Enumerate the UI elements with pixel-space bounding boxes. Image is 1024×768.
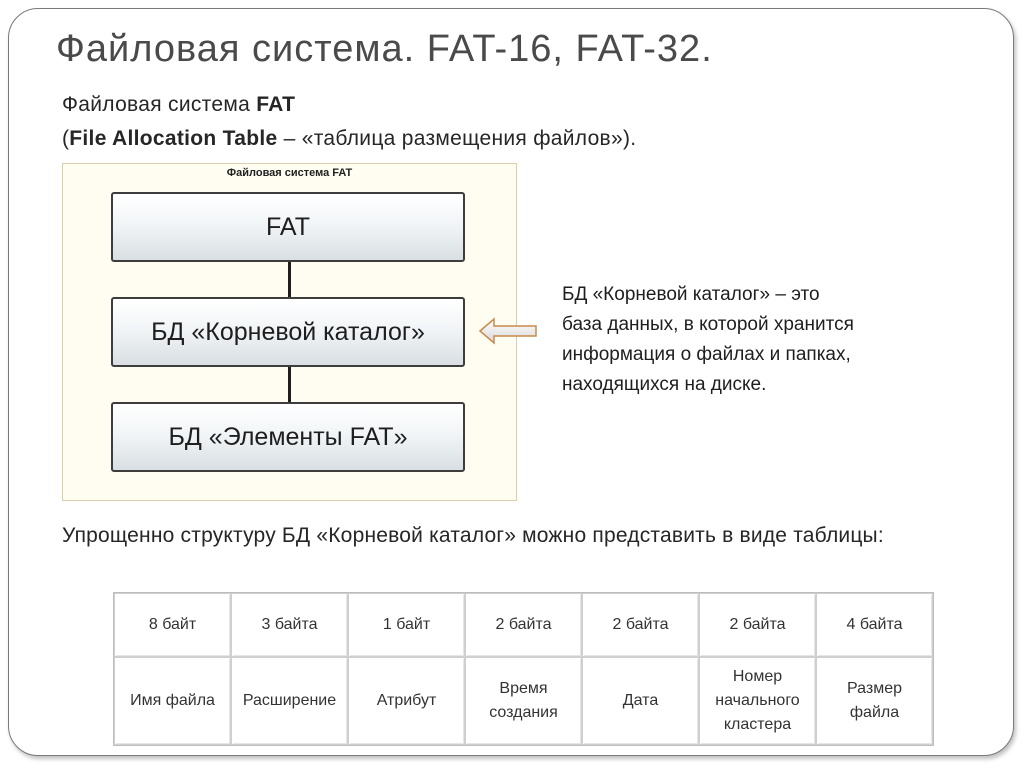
table-cell-field [465, 657, 582, 745]
subtitle-line-1 [62, 88, 636, 122]
diagram-box-fat: FAT [111, 192, 465, 262]
subtitle [62, 88, 636, 156]
table-cell-size: 4 байта [816, 593, 933, 657]
left-arrow-icon [478, 316, 538, 346]
root-directory-structure-table [113, 592, 934, 746]
root-directory-description [562, 280, 942, 400]
field-name-line: начального [715, 692, 800, 709]
table-cell-field [114, 657, 231, 745]
subtitle-fat: FAT [256, 93, 296, 116]
subtitle-paren: ( [62, 127, 70, 150]
diagram-connector [288, 367, 291, 402]
field-name-line: Время [499, 680, 548, 697]
table-cell-size: 8 байт [114, 593, 231, 657]
table-cell-field [699, 657, 816, 745]
table-cell-size: 1 байт [348, 593, 465, 657]
subtitle-abbreviation: File Allocation Table [69, 127, 278, 150]
subtitle-line-2 [62, 122, 636, 156]
table-row-fields [114, 657, 933, 745]
field-name-line: файла [849, 704, 900, 721]
table-row-sizes [114, 593, 933, 657]
diagram-box-root-directory: БД «Корневой каталог» [111, 297, 465, 367]
table-cell-size: 2 байта [582, 593, 699, 657]
callout-line: информация о файлах и папках, [562, 344, 851, 365]
table-cell-field [816, 657, 933, 745]
fat-structure-diagram [62, 163, 517, 501]
table-cell-field [231, 657, 348, 745]
diagram-connector [288, 262, 291, 297]
table-cell-size: 2 байта [699, 593, 816, 657]
table-intro-paragraph: Упрощенно структуру БД «Корневой каталог» можно представить в виде таблицы: [62, 524, 884, 547]
subtitle-prefix: Файловая система [62, 93, 257, 116]
callout-line: база данных, в которой хранится [562, 314, 854, 335]
field-name-line: создания [489, 704, 558, 721]
table-cell-size: 2 байта [465, 593, 582, 657]
table-cell-size: 3 байта [231, 593, 348, 657]
field-name-line: Расширение [242, 692, 337, 709]
diagram-box-fat-elements: БД «Элементы FAT» [111, 402, 465, 472]
callout-line: БД «Корневой каталог» – это [562, 284, 820, 305]
table-cell-field [582, 657, 699, 745]
slide-title: Файловая система. FAT-16, FAT-32. [56, 28, 713, 70]
field-name-line: Номер [732, 668, 783, 685]
callout-line: находящихся на диске. [562, 374, 767, 395]
table-cell-field [348, 657, 465, 745]
field-name-line: Размер [847, 680, 902, 697]
subtitle-translation: – «таблица размещения файлов»). [277, 127, 637, 150]
field-name-line: Имя файла [130, 692, 215, 709]
diagram-title: Файловая система FAT [226, 167, 353, 179]
field-name-line: Атрибут [376, 692, 437, 709]
field-name-line: кластера [723, 716, 792, 733]
field-name-line: Дата [622, 692, 659, 709]
